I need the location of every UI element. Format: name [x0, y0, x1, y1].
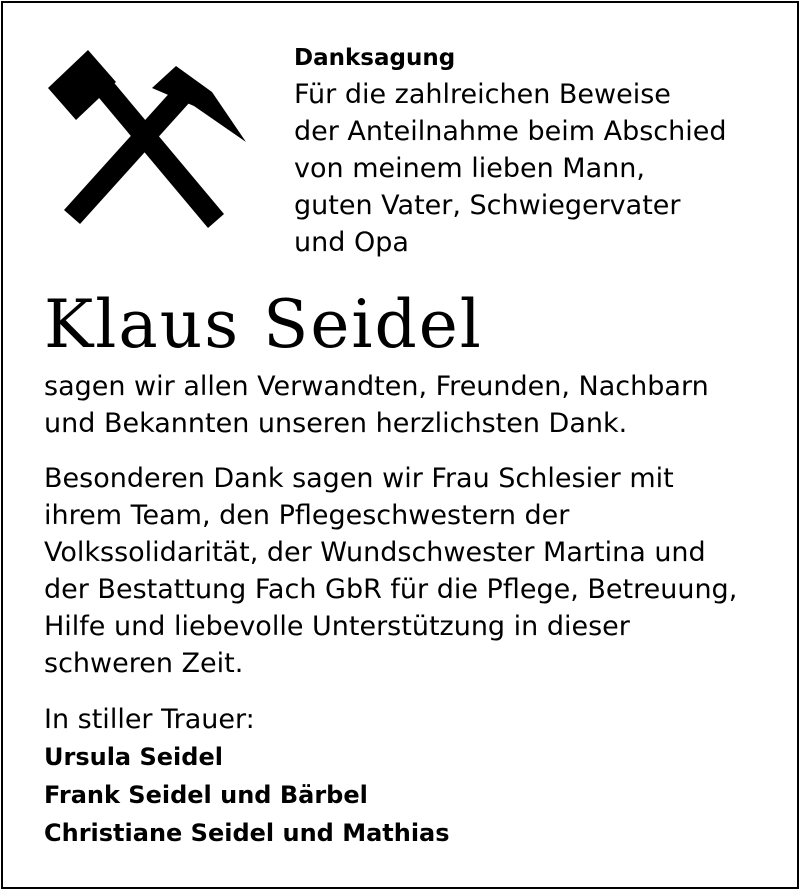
special-thanks-line: ihrem Team, den Pflegeschwestern der [44, 500, 570, 531]
special-thanks-paragraph [44, 460, 784, 682]
notice-title: Danksagung [294, 45, 456, 71]
special-thanks-line: Volkssolidarität, der Wundschwester Martina und [44, 537, 706, 568]
mourner-name: Frank Seidel und Bärbel [44, 781, 368, 809]
special-thanks-line: Besonderen Dank sagen wir Frau Schlesier mit [44, 463, 674, 494]
intro-line: Für die zahlreichen Beweise [294, 79, 671, 110]
mourner-name: Ursula Seidel [44, 743, 223, 771]
special-thanks-line: schweren Zeit. [44, 648, 244, 679]
hammer-and-pick-icon [44, 44, 254, 234]
special-thanks-line: der Bestattung Fach GbR für die Pflege, Betreuung, [44, 574, 738, 605]
thanks-line: sagen wir allen Verwandten, Freunden, Nachbarn [44, 371, 709, 402]
special-thanks-line: Hilfe und liebevolle Unterstützung in dieser [44, 611, 630, 642]
mourner-name: Christiane Seidel und Mathias [44, 819, 450, 847]
mourning-label: In stiller Trauer: [44, 704, 255, 735]
intro-line: guten Vater, Schwiegervater [294, 190, 681, 221]
intro-line: der Anteilnahme beim Abschied [294, 116, 727, 147]
deceased-name: Klaus Seidel [44, 286, 483, 363]
thanks-paragraph [44, 368, 784, 442]
intro-line: von meinem lieben Mann, [294, 153, 645, 184]
mourners-section [44, 701, 784, 852]
thanks-line: und Bekannten unseren herzlichsten Dank. [44, 408, 628, 439]
intro-line: und Opa [294, 227, 409, 258]
intro-section [294, 40, 774, 261]
